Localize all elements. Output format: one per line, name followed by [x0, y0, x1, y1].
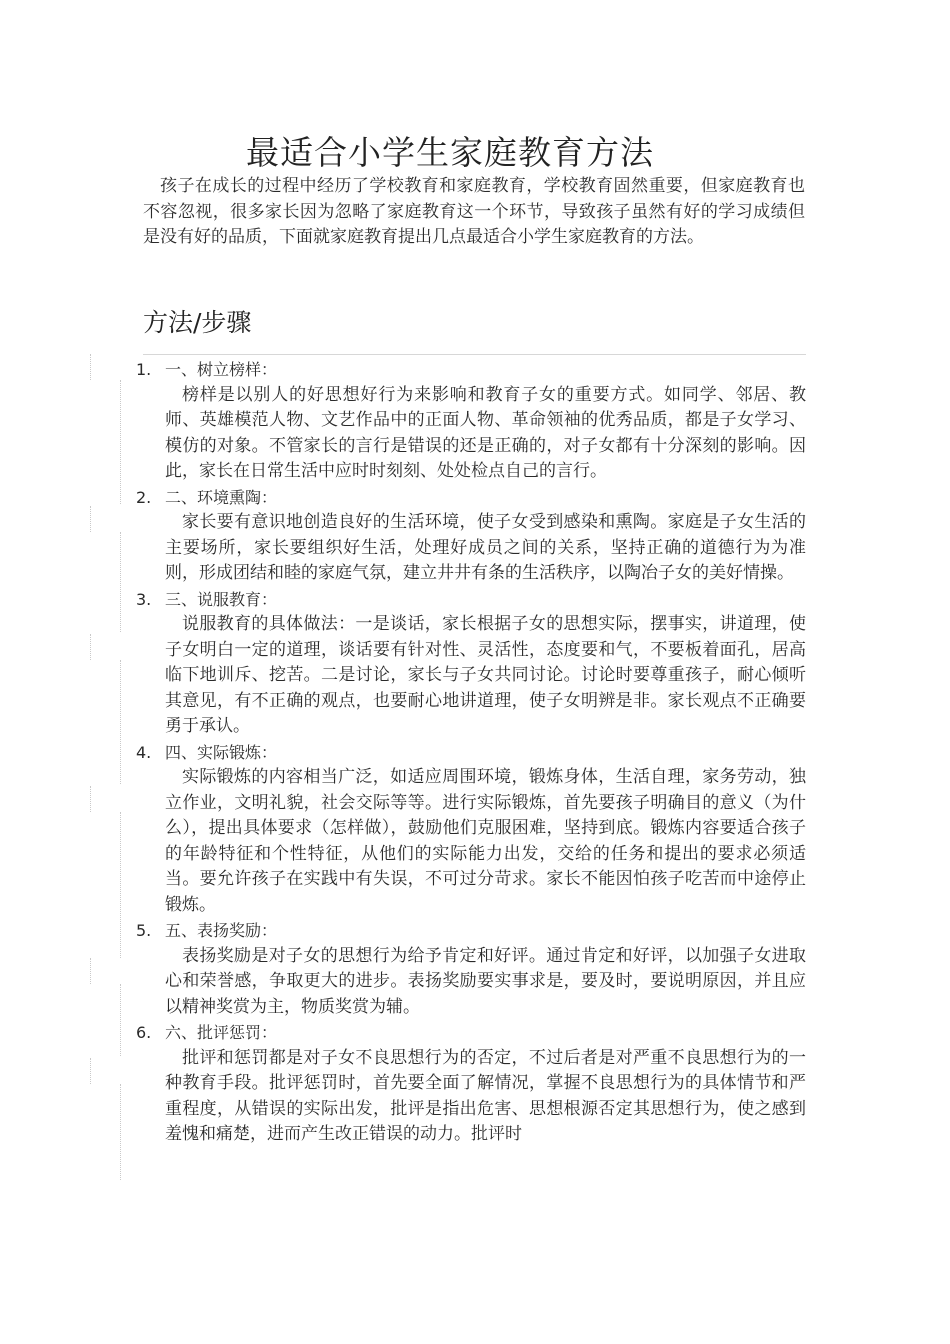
- page-title: 最适合小学生家庭教育方法: [246, 133, 654, 172]
- step-item: [130, 740, 806, 919]
- step-item: [130, 485, 806, 587]
- step-number: 1.: [136, 360, 152, 379]
- margin-mark: [90, 506, 91, 532]
- section-heading: 方法/步骤: [143, 308, 252, 337]
- step-number: 6.: [136, 1023, 152, 1042]
- margin-mark: [90, 634, 91, 660]
- margin-mark: [90, 1058, 91, 1084]
- margin-mark: [90, 786, 91, 812]
- margin-mark: [120, 660, 121, 784]
- margin-mark: [120, 1084, 121, 1180]
- step-number: 4.: [136, 742, 152, 762]
- step-item: [130, 1020, 806, 1148]
- step-number: 2.: [136, 487, 152, 507]
- step-body: 实际锻炼的内容相当广泛，如适应周围环境，锻炼身体，生活自理，家务劳动，独立作业，文明礼貌，社会交际等等。进行实际锻炼，首先要孩子明确目的意义（为什么），提出具体要求（怎样做），鼓励他们克服困难，坚持到底。锻炼内容要适合孩子的年龄特征和个性特征，从他们的实际能力出发，交给的任务和提出的要求必须适当。要允许孩子在实践中有失误，不可过分苛求。家长不能因怕孩子吃苦而中途停止锻炼。: [165, 767, 806, 915]
- step-body: 家长要有意识地创造良好的生活环境，使子女受到感染和熏陶。家庭是子女生活的主要场所，家长要组织好生活，处理好成员之间的关系，坚持正确的道德行为为准则，形成团结和睦的家庭气氛，建立井井有条的生活秩序，以陶冶子女的美好情操。: [165, 512, 806, 583]
- step-body: 表扬奖励是对子女的思想行为给予肯定和好评。通过肯定和好评，以加强子女进取心和荣誉感，争取更大的进步。表扬奖励要实事求是，要及时，要说明原因，并且应以精神奖赏为主，物质奖赏为辅。: [165, 945, 806, 1017]
- margin-mark: [90, 958, 91, 984]
- step-title: 一、树立榜样：: [165, 360, 278, 379]
- section-divider: [143, 354, 806, 355]
- step-number: 5.: [136, 921, 152, 940]
- step-number: 3.: [136, 589, 152, 609]
- steps-list: [130, 357, 806, 1148]
- margin-mark: [120, 812, 121, 958]
- step-body: 榜样是以别人的好思想好行为来影响和教育子女的重要方式。如同学、邻居、教师、英雄模范人物、文艺作品中的正面人物、革命领袖的优秀品质，都是子女学习、模仿的对象。不管家长的言行是错误的还是正确的，对子女都有十分深刻的影响。因此，家长在日常生活中应时时刻刻、处处检点自己的言行。: [165, 384, 806, 481]
- step-body: 说服教育的具体做法：一是谈话，家长根据子女的思想实际，摆事实，讲道理，使子女明白一定的道理，谈话要有针对性、灵活性，态度要和气，不要板着面孔，居高临下地训斥、挖苦。二是讨论，家长与子女共同讨论。讨论时要尊重孩子，耐心倾听其意见，有不正确的观点，也要耐心地讲道理，使子女明辨是非。家长观点不正确要勇于承认。: [165, 614, 806, 736]
- step-item: [130, 587, 806, 740]
- margin-mark: [120, 380, 121, 504]
- margin-mark: [120, 532, 121, 632]
- margin-mark: [90, 354, 91, 380]
- intro-paragraph: 孩子在成长的过程中经历了学校教育和家庭教育，学校教育固然重要，但家庭教育也不容忽视，很多家长因为忽略了家庭教育这一个环节，导致孩子虽然有好的学习成绩但是没有好的品质，下面就家庭教育提出几点最适合小学生家庭教育的方法。: [143, 176, 805, 247]
- step-title: 四、实际锻炼：: [165, 742, 278, 762]
- step-title: 五、表扬奖励：: [165, 921, 278, 940]
- margin-mark: [120, 984, 121, 1056]
- step-item: [130, 357, 806, 485]
- step-title: 二、环境熏陶：: [165, 487, 278, 507]
- step-title: 六、批评惩罚：: [165, 1023, 278, 1042]
- margin-marks: [90, 354, 124, 1180]
- step-title: 三、说服教育：: [165, 589, 278, 609]
- step-body: 批评和惩罚都是对子女不良思想行为的否定，不过后者是对严重不良思想行为的一种教育手段。批评惩罚时，首先要全面了解情况，掌握不良思想行为的具体情节和严重程度，从错误的实际出发，批评是指出危害、思想根源否定其思想行为，使之感到羞愧和痛楚，进而产生改正错误的动力。批评时: [165, 1047, 806, 1144]
- step-item: [130, 918, 806, 1020]
